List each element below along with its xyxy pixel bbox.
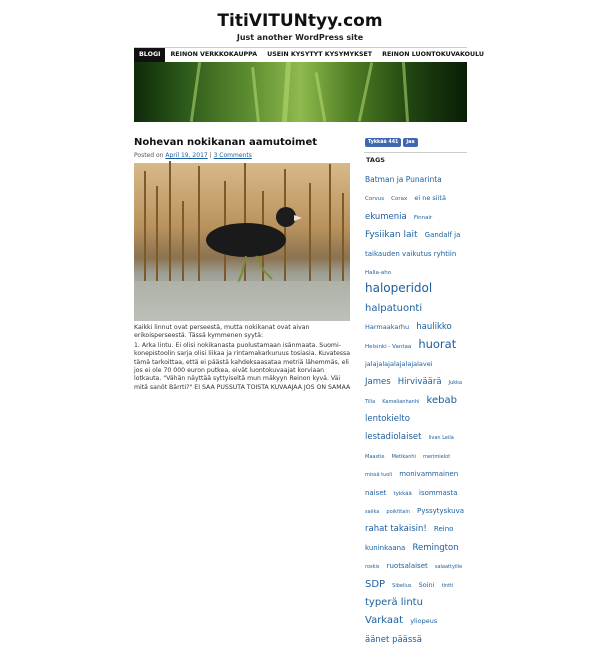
tag-link[interactable]: Maastie (365, 453, 385, 460)
tag-cloud (365, 168, 467, 646)
tag-link[interactable]: Varkaat (365, 615, 404, 627)
facebook-widget (365, 138, 418, 147)
tag-link[interactable]: Fysiikan lait (365, 230, 418, 241)
header-image (134, 62, 467, 122)
tag-link[interactable]: Iivan Leila (428, 435, 454, 442)
post-content (134, 324, 352, 393)
tag-link[interactable]: roskis (365, 564, 380, 571)
tag-link[interactable]: huorat (418, 336, 457, 351)
tag-link[interactable]: Soini (418, 580, 435, 589)
tag-link[interactable]: Batman ja Punarinta (365, 175, 442, 184)
facebook-share-button[interactable]: Jaa (403, 138, 417, 147)
tag-link[interactable]: Corvus (365, 196, 385, 203)
tags-heading: TAGS (366, 156, 385, 164)
tag-link[interactable]: naiset (365, 488, 387, 497)
post-meta-prefix: Posted on (134, 152, 164, 159)
tag-link[interactable]: kebab (426, 394, 457, 406)
post-paragraph: Kaikki linnut ovat perseestä, mutta nokikanat ovat aivan erikoisperseestä. Tässä kymmenen syytä: (134, 324, 310, 340)
post-image-coot (134, 163, 350, 321)
tag-link[interactable]: ei ne siitä (414, 194, 446, 203)
tag-link[interactable]: ruotsalaiset (386, 562, 428, 571)
tag-link[interactable]: SDP (365, 578, 386, 590)
tag-link[interactable]: Halla-aho (365, 269, 392, 276)
tag-link[interactable]: James (365, 377, 391, 388)
tag-link[interactable]: typerä lintu (365, 596, 423, 608)
post-title[interactable]: Nohevan nokikanan aamutoimet (134, 137, 318, 148)
tag-link[interactable]: rahat takaisin! (365, 524, 427, 535)
tag-link[interactable]: salaattyille (434, 564, 463, 571)
tag-link[interactable]: Helsinki - Vantaa (365, 343, 412, 350)
nav-item-blogi[interactable]: BLOGI (134, 48, 165, 62)
nav-item-verkkokauppa[interactable]: REINON VERKKOKAUPPA (170, 51, 258, 58)
tag-link[interactable]: Hirviväärä (397, 377, 442, 388)
tag-link[interactable]: Jukka Tilla (365, 380, 463, 405)
tag-link[interactable]: Pyssytyskuva (416, 507, 465, 516)
tag-link[interactable]: halpatuonti (365, 302, 423, 314)
tag-link[interactable]: lestadiolaiset (365, 432, 422, 443)
sidebar-divider (364, 152, 467, 153)
site-description: Just another WordPress site (236, 33, 364, 42)
post-comments-link[interactable]: 3 Comments (213, 152, 252, 159)
post-paragraph: 1. Arka lintu. Ei olisi nokikanasta puolustamaan isänmaata. Suomi-konepistoolin sarja olisi liikaa ja rintamakarkuruus tosiasia. Kuvatessa tämä tarkoittaa, että ei päästä kahdeksaasataa metriä lähemmäs, eli jos ei ole 70 000 euron putkea, eivät luontokuvaajat korviaan lotkauta. "Vähän näyttää syttyiseltä mun mäkyyn Reinon kyvä. Väi mitä sanöt Bärrti?" EI SAA PUSSUTA TOISTA KUVAAJAA JOS ON SAMAA (134, 342, 351, 391)
site-title[interactable]: TitiVITUNtyy.com (217, 11, 383, 31)
facebook-like-button[interactable]: Tykkää 441 (365, 138, 401, 147)
tag-link[interactable]: ekumenia (365, 211, 407, 222)
post-meta-separator: | (209, 152, 212, 159)
post-meta (134, 152, 252, 159)
tag-link[interactable]: Kamelianhanhi (382, 398, 420, 405)
tag-link[interactable]: tykkää (393, 490, 412, 497)
tag-link[interactable]: Finnair (413, 214, 433, 221)
tag-link[interactable]: Sibelius (392, 582, 412, 589)
main-nav (134, 47, 485, 62)
tag-link[interactable]: Corax (391, 196, 408, 203)
tag-link[interactable]: lentokielto (365, 414, 410, 425)
tag-link[interactable]: poikittain (386, 509, 410, 516)
tag-link[interactable]: merimielot (423, 453, 451, 460)
coot-bird-illustration (134, 163, 350, 321)
tag-link[interactable]: Reino kuninkaana (365, 525, 454, 552)
tag-link[interactable]: tintti (441, 582, 454, 589)
tag-link[interactable]: Remington (412, 542, 459, 553)
tag-link[interactable]: monivammainen (399, 470, 459, 479)
tag-link[interactable]: missä tuoli (365, 472, 393, 479)
tag-link[interactable]: yliopeus (410, 617, 438, 626)
tag-link[interactable]: haloperidol (365, 281, 433, 296)
tag-link[interactable]: Metikanhi (391, 453, 416, 460)
tag-link[interactable]: haulikko (416, 322, 452, 333)
tag-link[interactable]: äänet päässä (365, 634, 422, 645)
tag-link[interactable]: Gandalf ja taikauden vaikutus ryhtiin (365, 231, 461, 258)
post-date-link[interactable]: April 19, 2017 (165, 152, 208, 159)
nav-item-kysymykset[interactable]: USEIN KYSYTYT KYSYMYKSET (267, 51, 373, 58)
tag-link[interactable]: Harmaakarhu (365, 323, 410, 332)
nav-item-luontokuvakoulu[interactable]: REINON LUONTOKUVAKOULU (382, 51, 485, 58)
tag-link[interactable]: jalajalajalajalajalavei (365, 359, 433, 368)
tag-link[interactable]: saiika (365, 509, 380, 516)
tag-link[interactable]: isommasta (419, 488, 458, 497)
